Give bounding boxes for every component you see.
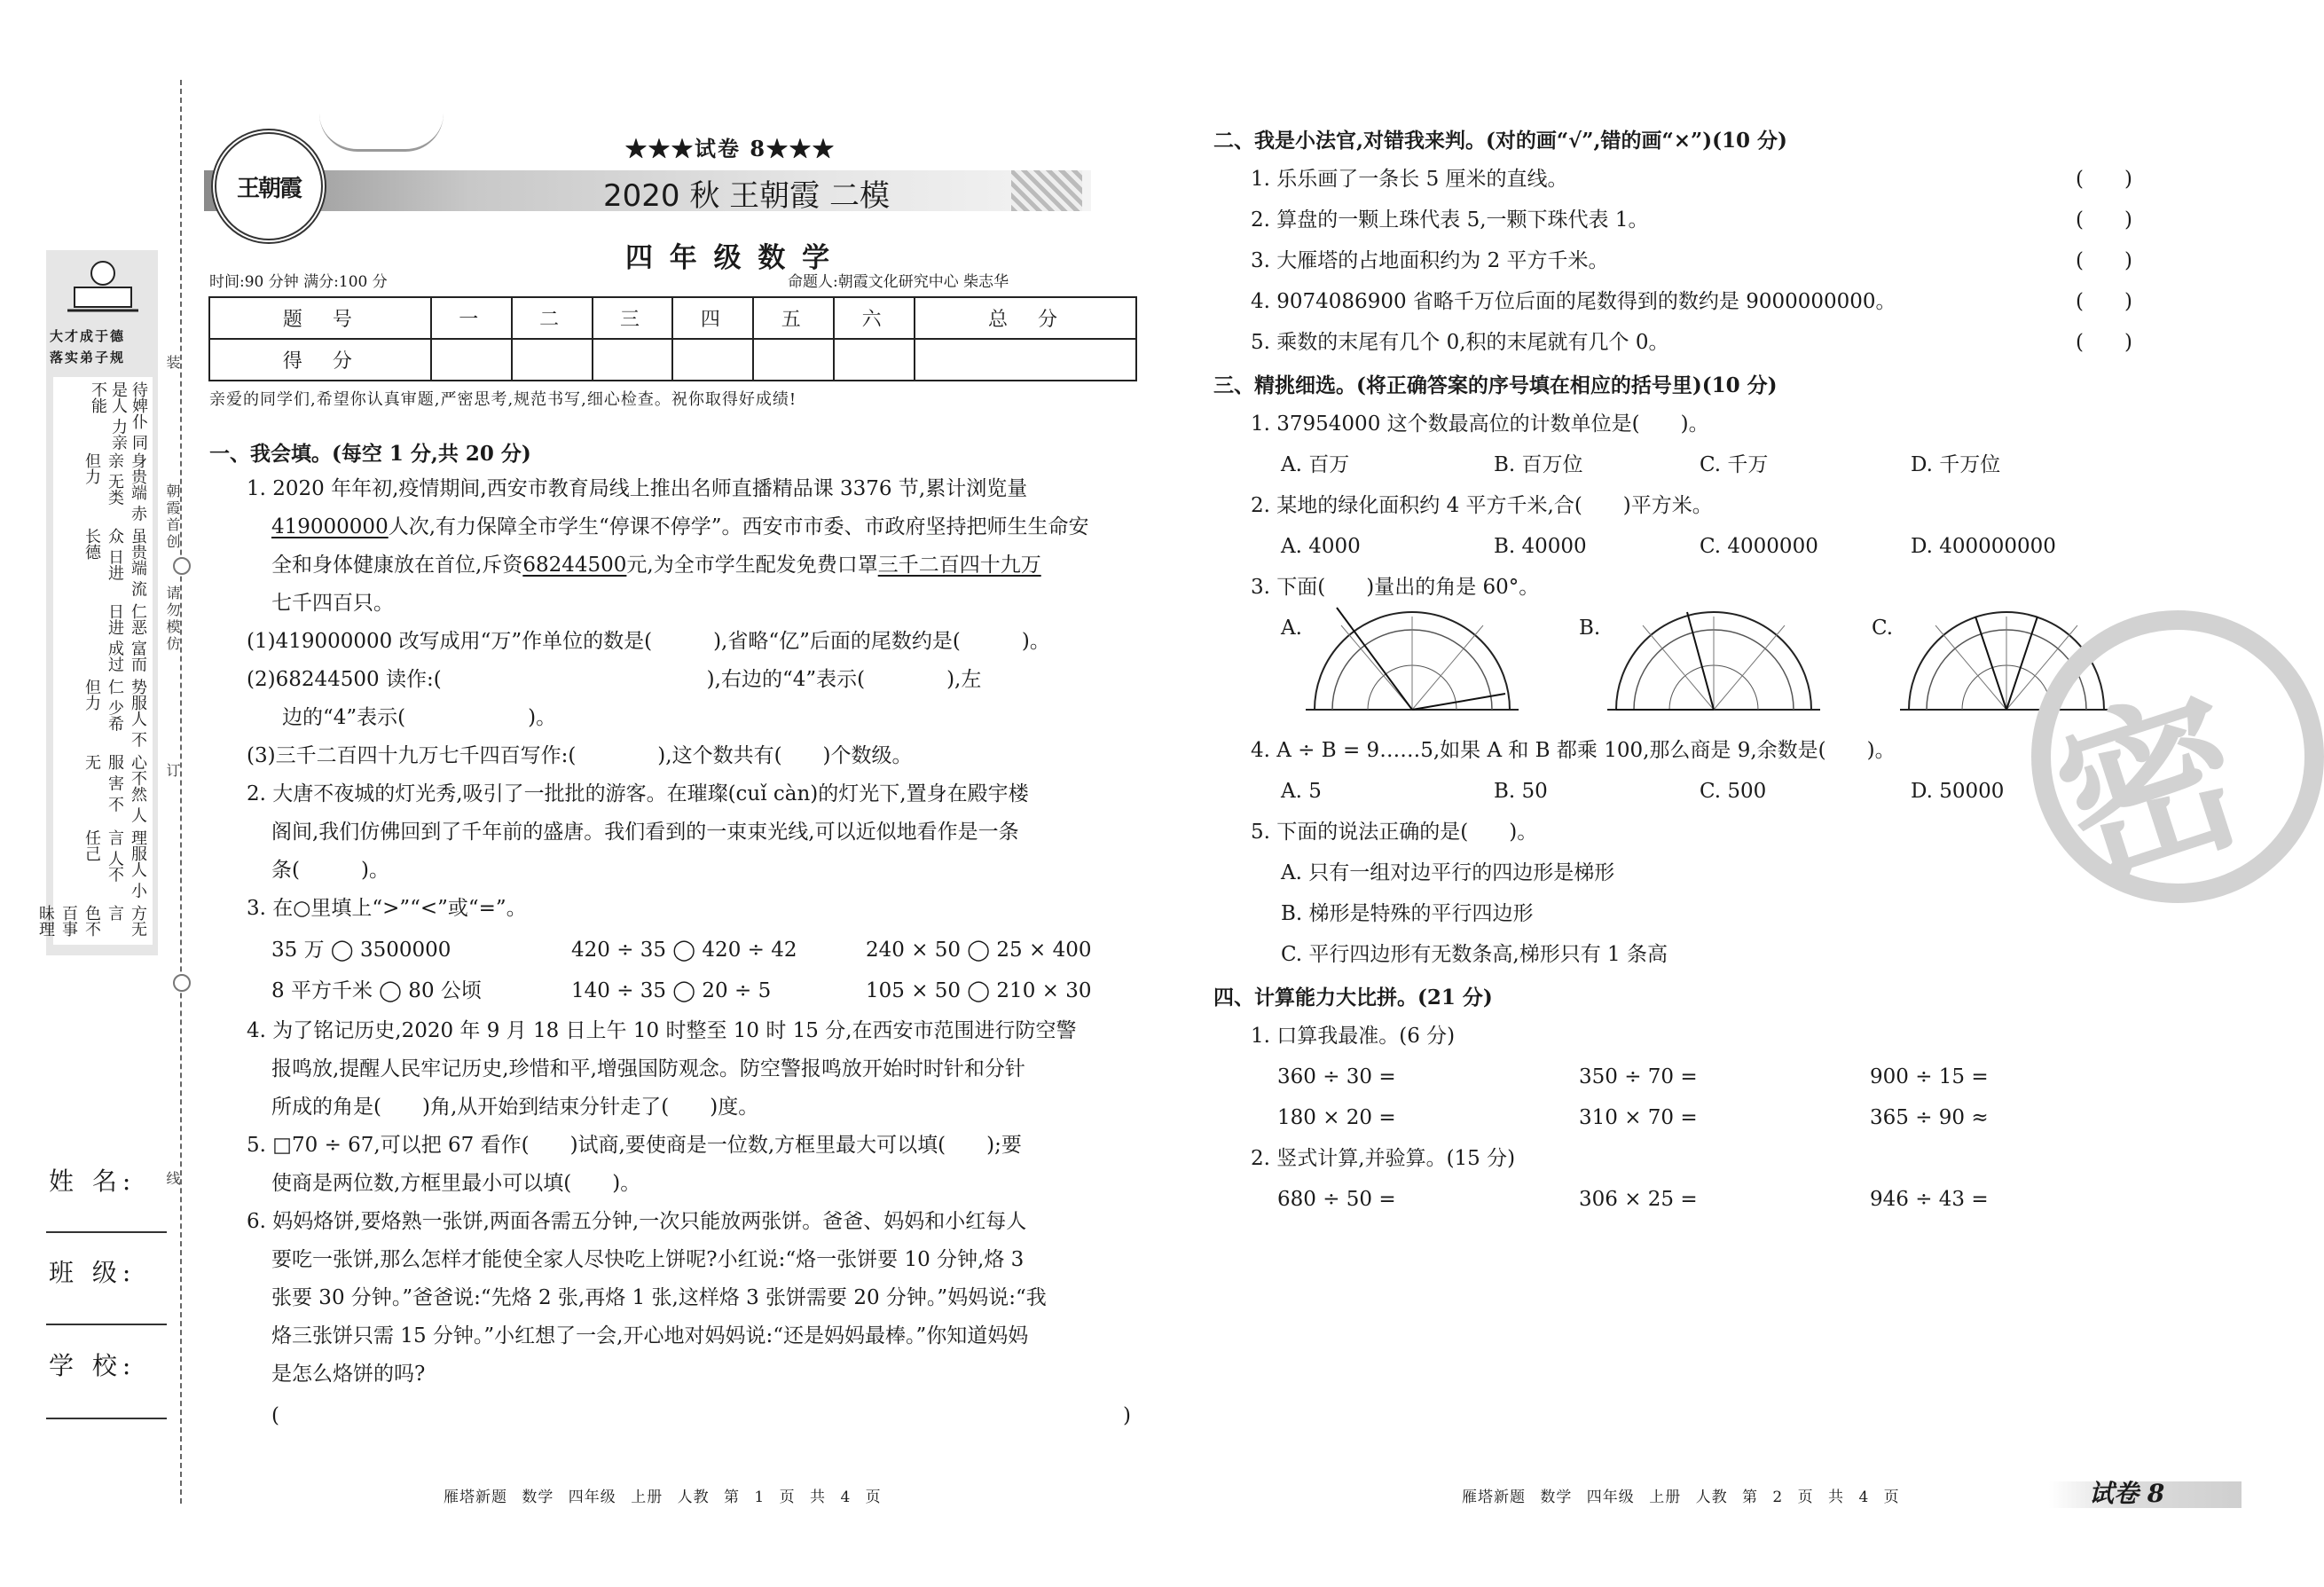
choice-option[interactable]: C. 平行四边形有无数条高,梯形只有 1 条高	[1281, 943, 1668, 966]
footer-tag: 试卷 8	[2089, 1479, 2165, 1508]
ribbon-pattern	[1011, 170, 1082, 211]
mental-math-title: 1. 口算我最准。(6 分)	[1251, 1025, 1456, 1048]
judge-answer[interactable]: ( )	[2076, 249, 2132, 272]
judge-item: 3. 大雁塔的占地面积约为 2 平方千米。	[1251, 249, 1609, 272]
compare-item[interactable]: 240 × 50 ◯ 25 × 400	[866, 939, 1092, 962]
choice-question: 5. 下面的说法正确的是( )。	[1251, 821, 1538, 844]
school-field[interactable]	[46, 1418, 167, 1419]
motto-line: 方无言 色不 百事 昧理	[36, 905, 147, 937]
binding-hole	[173, 974, 191, 992]
judge-item: 5. 乘数的末尾有几个 0,积的末尾就有几个 0。	[1251, 331, 1669, 354]
compare-item[interactable]: 8 平方千米 ◯ 80 公顷	[271, 979, 482, 1002]
side-note-nocopy: 请勿模仿	[164, 585, 181, 653]
q4-line: 报鸣放,提醒人民牢记历史,珍惜和平,增强国防观念。防空警报鸣放开始时时针和分针	[271, 1057, 1025, 1080]
score-label: 得 分	[209, 339, 431, 381]
mascot-figure	[59, 257, 147, 319]
logo-text: 王朝霞	[236, 175, 301, 202]
footer-left: 雁塔新题 数学 四年级 上册 人教 第 1 页 共 4 页	[444, 1489, 882, 1506]
motto-line: 心不然 人服 害 不无	[82, 754, 147, 823]
choice-option[interactable]: C.	[1872, 617, 1894, 640]
name-field[interactable]	[46, 1231, 167, 1233]
exam-number: ★★★试卷 8★★★	[625, 136, 836, 161]
exam-title: 2020 秋 王朝霞 二模	[603, 178, 890, 214]
choice-option[interactable]: A. 4000	[1281, 535, 1361, 558]
judge-item: 2. 算盘的一颗上珠代表 5,一颗下珠代表 1。	[1251, 208, 1649, 232]
score-cell: 题 号	[209, 297, 431, 339]
greeting: 亲爱的同学们,希望你认真审题,严密思考,规范书写,细心检查。祝你取得好成绩!	[209, 390, 797, 409]
q1-line: 1. 2020 年年初,疫情期间,西安市教育局线上推出名师直播精品课 3376 节,累计浏览量	[247, 477, 1028, 500]
score-input[interactable]	[431, 339, 512, 381]
motto-line: 身贵端 赤亲 无类 但力	[82, 452, 147, 522]
q4-line: 4. 为了铭记历史,2020 年 9 月 18 日上午 10 时整至 10 时 15 分,在西安市范围进行防空警	[247, 1019, 1077, 1042]
judge-answer[interactable]: ( )	[2076, 168, 2132, 191]
q2-line: 2. 大唐不夜城的灯光秀,吸引了一批批的游客。在璀璨(cuǐ càn)的灯光下,置身在殿宇楼	[247, 782, 1029, 805]
vertical-calc-item[interactable]: 946 ÷ 43 =	[1870, 1188, 1989, 1211]
q6-answer-open: (	[271, 1404, 279, 1427]
judge-answer[interactable]: ( )	[2076, 208, 2132, 232]
choice-option[interactable]: D. 400000000	[1911, 535, 2056, 558]
choice-option[interactable]: D. 50000	[1911, 780, 2005, 803]
motto-line: 虽贵端 流众 日进 长德	[82, 528, 147, 597]
q1-line: 七千四百只。	[271, 592, 394, 615]
q5-line: 使商是两位数,方框里最小可以填( )。	[271, 1172, 641, 1195]
side-note-order: 订	[164, 763, 181, 780]
name-label: 姓 名:	[49, 1167, 137, 1196]
q1-sub2: (2)68244500 读作:( ),右边的“4”表示( ),左	[247, 668, 982, 691]
score-input[interactable]	[512, 339, 593, 381]
judge-item: 4. 9074086900 省略千万位后面的尾数得到的数约是 9000000000。	[1251, 290, 1896, 313]
mental-math-item[interactable]: 350 ÷ 70 =	[1579, 1065, 1698, 1088]
section4-title: 四、计算能力大比拼。(21 分)	[1213, 986, 1493, 1010]
q1-line	[271, 551, 1041, 579]
choice-option[interactable]: B. 50	[1494, 780, 1548, 803]
score-cell: 二	[512, 297, 593, 339]
q4-line: 所成的角是( )角,从开始到结束分针走了( )度。	[271, 1096, 759, 1119]
underlined-number: 68244500	[522, 554, 627, 577]
choice-option[interactable]: C. 500	[1700, 780, 1767, 803]
score-input[interactable]	[915, 339, 1136, 381]
mental-math-item[interactable]: 180 × 20 =	[1277, 1106, 1396, 1129]
choice-option[interactable]: A.	[1281, 617, 1302, 640]
q6-line: 烙三张饼只需 15 分钟。”小红想了一会,开心地对妈妈说:“还是妈妈最棒。”你知道妈妈	[271, 1324, 1029, 1347]
binding-line	[180, 80, 182, 1504]
judge-item: 1. 乐乐画了一条长 5 厘米的直线。	[1251, 168, 1568, 191]
motto-line: 待婢仆 同是人 力亲 不能	[89, 381, 148, 451]
choice-option[interactable]: C. 千万	[1700, 453, 1769, 476]
score-table	[208, 296, 1137, 381]
score-cell: 三	[593, 297, 673, 339]
score-cell: 总 分	[915, 297, 1136, 339]
side-note-original: 朝霞首创	[164, 483, 181, 551]
q1-text: 全和身体健康放在首位,斥资	[271, 554, 523, 577]
section1-title: 一、我会填。(每空 1 分,共 20 分)	[209, 442, 531, 466]
time-info: 时间:90 分钟 满分:100 分	[209, 273, 388, 291]
score-input[interactable]	[753, 339, 834, 381]
footer-right: 雁塔新题 数学 四年级 上册 人教 第 2 页 共 4 页	[1462, 1489, 1900, 1506]
q1-text: 元,为全市学生配发免费口罩	[626, 554, 878, 577]
choice-question: 2. 某地的绿化面积约 4 平方千米,合( )平方米。	[1251, 494, 1713, 517]
choice-option[interactable]: B. 百万位	[1494, 453, 1583, 476]
section2-title: 二、我是小法官,对错我来判。(对的画“√”,错的画“×”)(10 分)	[1213, 129, 1787, 153]
school-label: 学 校:	[49, 1351, 137, 1380]
compare-item[interactable]: 35 万 ◯ 3500000	[271, 939, 451, 962]
binding-hole	[173, 557, 191, 575]
q6-line: 6. 妈妈烙饼,要烙熟一张饼,两面各需五分钟,一次只能放两张饼。爸爸、妈妈和小红每人	[247, 1210, 1027, 1233]
choice-option[interactable]: B. 梯形是特殊的平行四边形	[1281, 902, 1534, 925]
class-field[interactable]	[46, 1324, 167, 1325]
sidebar-slogan-top: 大才成于德	[50, 328, 126, 344]
choice-option[interactable]: B. 40000	[1494, 535, 1587, 558]
class-label: 班 级:	[49, 1258, 137, 1287]
score-row	[209, 339, 1136, 381]
score-cell: 一	[431, 297, 512, 339]
vertical-calc-item[interactable]: 306 × 25 =	[1579, 1188, 1698, 1211]
subject-title: 四 年 级 数 学	[625, 242, 834, 274]
score-input[interactable]	[593, 339, 673, 381]
choice-option[interactable]: D. 千万位	[1911, 453, 2001, 476]
protractor-b	[1607, 612, 1820, 714]
underlined-number: 三千二百四十九万	[877, 554, 1041, 577]
choice-option[interactable]: B.	[1579, 617, 1601, 640]
brand-logo	[211, 129, 326, 244]
q6-line: 要吃一张饼,那么怎样才能使全家人尽快吃上饼呢?小红说:“烙一张饼要 10 分钟,烙 3	[271, 1248, 1025, 1271]
score-input[interactable]	[672, 339, 753, 381]
ribbon-bow	[319, 114, 444, 152]
score-cell: 四	[672, 297, 753, 339]
side-note-binding: 装	[164, 355, 181, 372]
q6-line: 张要 30 分钟。”爸爸说:“先烙 2 张,再烙 1 张,这样烙 3 张饼需要 20 分钟。”妈妈说:“我	[271, 1286, 1047, 1309]
vertical-calc-item[interactable]: 680 ÷ 50 =	[1277, 1188, 1396, 1211]
q2-line: 条( )。	[271, 859, 389, 882]
vertical-calc-title: 2. 竖式计算,并验算。(15 分)	[1251, 1147, 1516, 1170]
mental-math-item[interactable]: 360 ÷ 30 =	[1277, 1065, 1396, 1088]
q1-sub1: (1)419000000 改写成用“万”作单位的数是( ),省略“亿”后面的尾数约是( )。	[247, 630, 1050, 653]
motto-line: 理服人 小言 人不 任己	[82, 829, 147, 899]
choice-option[interactable]: A. 百万	[1281, 453, 1350, 476]
underlined-number: 419000000	[271, 515, 389, 538]
q6-answer-field[interactable]	[293, 1403, 1118, 1432]
score-cell: 五	[753, 297, 834, 339]
choice-question: 3. 下面( )量出的角是 60°。	[1251, 576, 1540, 599]
score-header-row	[209, 297, 1136, 339]
q1-sub3: (3)三千二百四十九万七千四百写作:( ),这个数共有( )个数级。	[247, 744, 913, 767]
q1-sub2: 边的“4”表示( )。	[282, 706, 557, 729]
mental-math-item[interactable]: 310 × 70 =	[1579, 1106, 1698, 1129]
choice-option[interactable]: A. 5	[1281, 780, 1322, 803]
q2-line: 阁间,我们仿佛回到了千年前的盛唐。我们看到的一束束光线,可以近似地看作是一条	[271, 821, 1019, 844]
q1-line	[271, 513, 1089, 541]
sidebar-slogan-bottom: 落实弟子规	[50, 350, 126, 365]
motto-line: 势服人 不仁 少希 但力	[82, 679, 147, 748]
choice-option[interactable]: C. 4000000	[1700, 535, 1818, 558]
mental-math-item[interactable]: 900 ÷ 15 =	[1870, 1065, 1989, 1088]
choice-question: 1. 37954000 这个数最高位的计数单位是( )。	[1251, 412, 1709, 436]
q1-text: 人次,有力保障全市学生“停课不停学”。西安市市委、市政府坚持把师生生命安	[388, 515, 1089, 538]
stamp-glyph: 密	[2035, 663, 2268, 915]
section3-title: 三、精挑细选。(将正确答案的序号填在相应的括号里)(10 分)	[1213, 373, 1778, 397]
q3-title: 3. 在○里填上“>”“<”或“=”。	[247, 897, 527, 920]
choice-question: 4. A ÷ B = 9……5,如果 A 和 B 都乘 100,那么商是 9,余数是( )。	[1251, 739, 1896, 762]
judge-answer[interactable]: ( )	[2076, 331, 2132, 354]
side-note-line: 线	[164, 1171, 181, 1188]
motto-line: 仁恶 富而 日进 成过	[106, 603, 147, 672]
author-info: 命题人:朝霞文化研究中心 柴志华	[788, 273, 1009, 291]
q6-answer-close: )	[1123, 1404, 1131, 1427]
q6-line: 是怎么烙饼的吗?	[271, 1363, 426, 1386]
mental-math-item[interactable]: 365 ÷ 90 ≈	[1870, 1106, 1989, 1129]
judge-answer[interactable]: ( )	[2076, 290, 2132, 313]
compare-item[interactable]: 140 ÷ 35 ◯ 20 ÷ 5	[571, 979, 772, 1002]
compare-item[interactable]: 105 × 50 ◯ 210 × 30	[866, 979, 1092, 1002]
q5-line: 5. □70 ÷ 67,可以把 67 看作( )试商,要使商是一位数,方框里最大可以填( );要	[247, 1134, 1022, 1157]
protractor-a	[1306, 612, 1519, 714]
choice-option[interactable]: A. 只有一组对边平行的四边形是梯形	[1281, 861, 1615, 884]
compare-item[interactable]: 420 ÷ 35 ◯ 420 ÷ 42	[571, 939, 797, 962]
score-cell: 六	[834, 297, 915, 339]
motto-grid	[36, 381, 149, 940]
score-input[interactable]	[834, 339, 915, 381]
